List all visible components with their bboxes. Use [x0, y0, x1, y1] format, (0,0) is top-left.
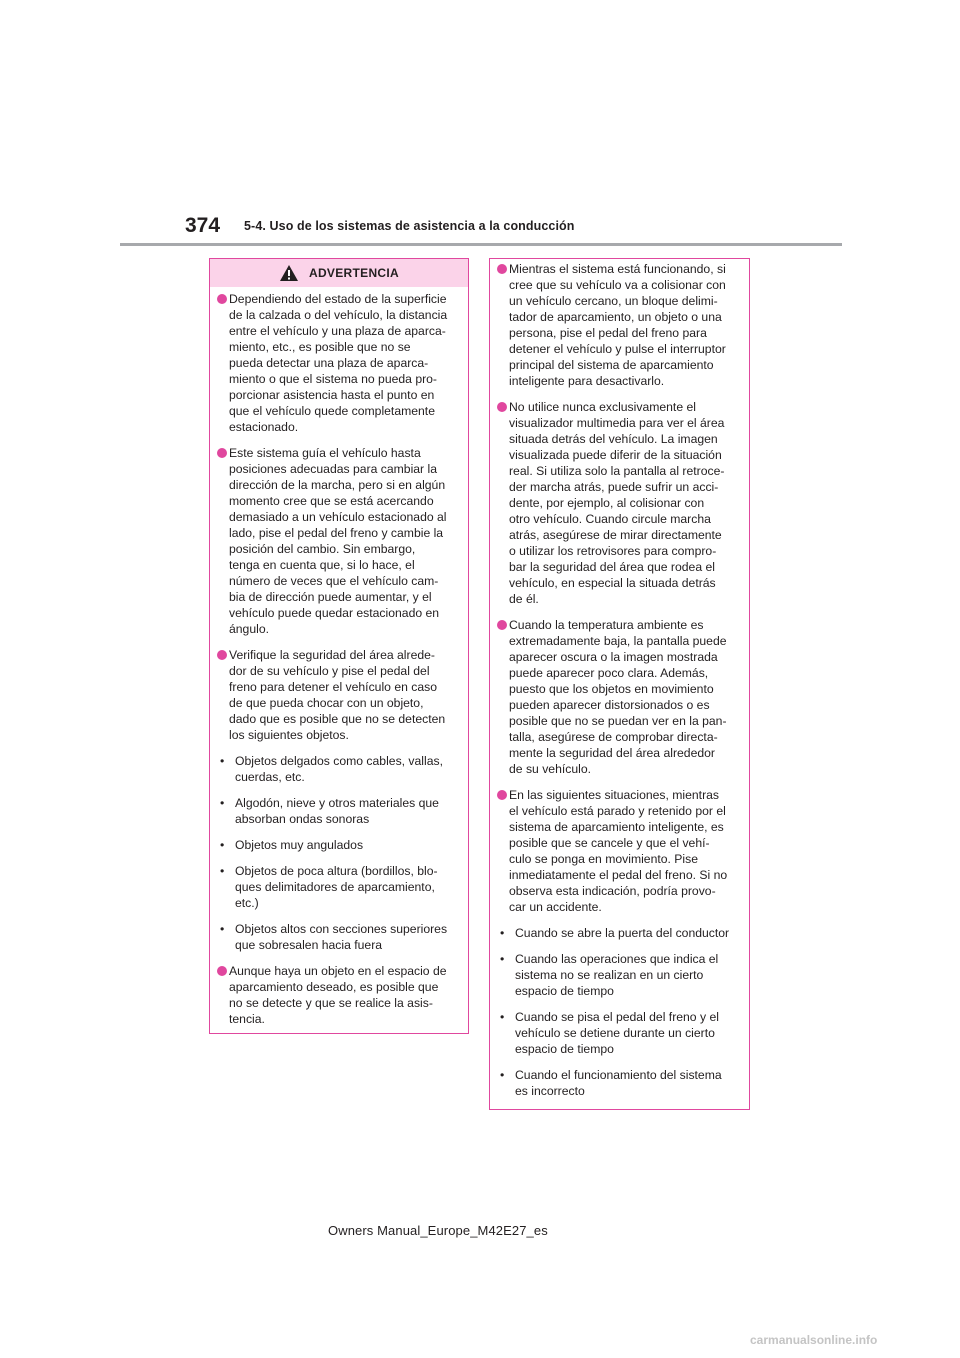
bullet-icon: •: [500, 1010, 505, 1024]
warning-content-left: [210, 287, 468, 1027]
bullet-icon: •: [500, 1068, 505, 1082]
bullet-icon: •: [220, 922, 225, 936]
item-text: No utilice nunca exclusivamente el visualizador multimedia para ver el área situada detrás del vehículo. La imagen visualizada puede diferir de la situación real. Si utiliza solo la pantalla al retroce- der marcha atrás, puede sufrir un acci- dente, por ejemplo, al colisionar con otro vehículo. Cuando circule marcha atrás, asegúrese de mirar directamente o utilizar los retrovisores para compro- bar la seguridad del área que rodea el vehículo, en especial la situada detrás de él.: [509, 400, 725, 606]
item-text: Cuando se abre la puerta del conductor: [515, 926, 730, 940]
bullet-icon: •: [220, 838, 225, 852]
warning-triangle-icon: [279, 264, 299, 282]
item-text: Cuando la temperatura ambiente es extremadamente baja, la pantalla puede aparecer oscura o la imagen mostrada puede aparecer poco clara. Además, puesto que los objetos en movimiento pueden aparecer distorsionados o es posible que no se puedan ver en la pan- talla, asegúrese de comprobar directa- mente la seguridad del área alrededor de su vehículo.: [509, 618, 727, 776]
item-text: Objetos altos con secciones superiores que sobresalen hacia fuera: [235, 922, 448, 952]
warning-box-left: [209, 258, 469, 1034]
pink-dot-bullet-icon: [217, 294, 227, 304]
section-title: 5-4. Uso de los sistemas de asistencia a la conducción: [244, 219, 575, 233]
warning-item: [498, 787, 741, 915]
item-text: En las siguientes situaciones, mientras el vehículo está parado y retenido por el sistema de aparcamiento inteligente, es posible que se cancele y que el vehí- culo se ponga en movimiento. Pise inmediatamente el pedal del freno. Si no observa esta indicación, podría provo- car un accidente.: [509, 788, 728, 914]
bullet-icon: •: [220, 754, 225, 768]
sub-item: [218, 795, 460, 827]
page-number: 374: [185, 214, 221, 237]
warning-item: [218, 291, 460, 435]
warning-item: [498, 399, 741, 607]
watermark: carmanualsonline.info: [750, 1333, 878, 1347]
bullet-icon: •: [220, 864, 225, 878]
warning-item: [218, 445, 460, 637]
item-text: Verifique la seguridad del área alrede- dor de su vehículo y pise el pedal del freno para detener el vehículo en caso de que pueda chocar con un objeto, dado que es posible que no se detecten los siguientes objetos.: [229, 648, 446, 742]
warning-item: [498, 617, 741, 777]
pink-dot-bullet-icon: [497, 620, 507, 630]
warning-item: [218, 647, 460, 743]
pink-dot-bullet-icon: [217, 966, 227, 976]
bullet-icon: •: [500, 926, 505, 940]
header-rule: [120, 243, 842, 246]
item-text: Mientras el sistema está funcionando, si cree que su vehículo va a colisionar con un vehículo cercano, un bloque delimi- tador de aparcamiento, un objeto o una persona, pise el pedal del freno para detener el vehículo y pulse el interruptor principal del sistema de aparcamiento inteligente para desactivarlo.: [509, 262, 726, 388]
item-text: Objetos delgados como cables, vallas, cuerdas, etc.: [235, 754, 443, 784]
item-text: Objetos muy angulados: [235, 838, 364, 852]
warning-heading: [210, 259, 468, 287]
footer-doc-id: Owners Manual_Europe_M42E27_es: [328, 1223, 548, 1238]
pink-dot-bullet-icon: [497, 402, 507, 412]
item-text: Algodón, nieve y otros materiales que absorban ondas sonoras: [235, 796, 439, 826]
sub-item: [218, 753, 460, 785]
sub-item: [498, 1067, 741, 1099]
warning-item: [498, 261, 741, 389]
item-text: Objetos de poca altura (bordillos, blo- ques delimitadores de aparcamiento, etc.): [235, 864, 438, 910]
bullet-icon: •: [500, 952, 505, 966]
sub-item: [498, 1009, 741, 1057]
item-text: Cuando las operaciones que indica el sistema no se realizan en un cierto espacio de tiempo: [515, 952, 719, 998]
item-text: Aunque haya un objeto en el espacio de aparcamiento deseado, es posible que no se detecte y que se realice la asis- tencia.: [229, 964, 447, 1026]
warning-item: [218, 963, 460, 1027]
warning-heading-label: ADVERTENCIA: [309, 266, 399, 280]
sub-item: [218, 921, 460, 953]
pink-dot-bullet-icon: [217, 650, 227, 660]
item-text: Este sistema guía el vehículo hasta posiciones adecuadas para cambiar la dirección de la marcha, pero si en algún momento cree que se está acercando demasiado a un vehículo estacionado al lado, pise el pedal del freno y cambie la posición del cambio. Sin embargo, tenga en cuenta que, si lo hace, el número de veces que el vehículo cam- bia de dirección puede aumentar, y el vehículo puede quedar estacionado en ángulo.: [229, 446, 447, 636]
pink-dot-bullet-icon: [217, 448, 227, 458]
bullet-icon: •: [220, 796, 225, 810]
sub-item: [218, 863, 460, 911]
item-text: Dependiendo del estado de la superficie de la calzada o del vehículo, la distancia entre el vehículo y una plaza de aparca- miento, etc., es posible que no se pueda detectar una plaza de aparca- miento o que el sistema no pueda pro- porcionar asistencia hasta el punto en que el vehículo quede completamente estacionado.: [229, 292, 448, 434]
pink-dot-bullet-icon: [497, 264, 507, 274]
warning-box-right: [489, 258, 750, 1110]
sub-item: [218, 837, 460, 853]
warning-content-right: [490, 259, 749, 1099]
item-text: Cuando el funcionamiento del sistema es incorrecto: [515, 1068, 722, 1098]
sub-item: [498, 951, 741, 999]
sub-item: [498, 925, 741, 941]
item-text: Cuando se pisa el pedal del freno y el vehículo se detiene durante un cierto espacio de tiempo: [515, 1010, 719, 1056]
pink-dot-bullet-icon: [497, 790, 507, 800]
